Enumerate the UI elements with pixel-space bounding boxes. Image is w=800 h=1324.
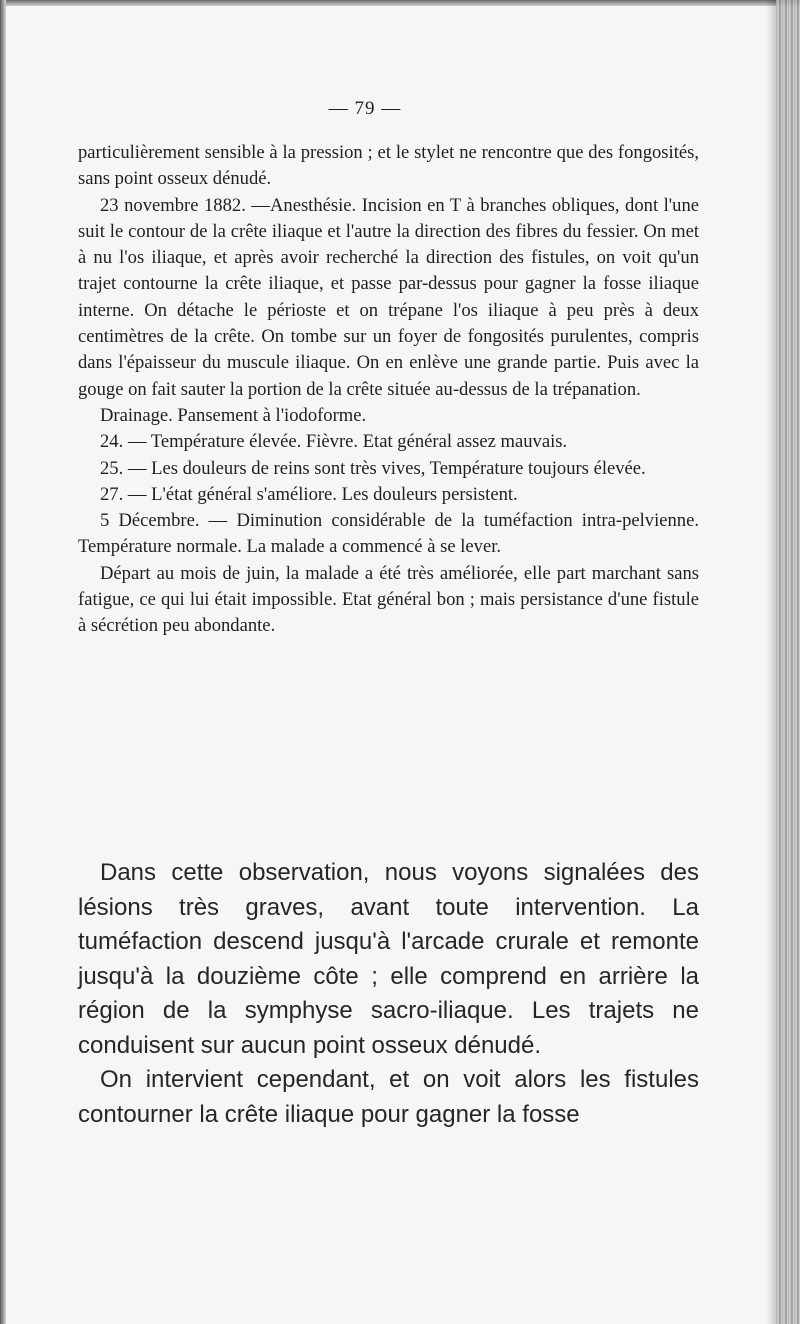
paragraph: Dans cette observation, nous voyons signalées des lésions très graves, avant toute intervention. La tuméfaction descend jusqu'à l'arcade crurale et remonte jusqu'à la douzième côte ; elle comprend en arrière la région de la symphyse sacro-iliaque. Les trajets ne conduisent sur aucun point osseux dénudé. — [78, 859, 699, 1059]
paragraph: 23 novembre 1882. —Anesthésie. Incision en T à branches obliques, dont l'une suit le contour de la crête iliaque et l'autre la direction des fibres du fessier. On met à nu l'os iliaque, et après avoir recherché la direction des fistules, on voit qu'un trajet contourne la crête iliaque, et passe par-dessus pour gagner la fosse iliaque interne. On détache le périoste et on trépane l'os iliaque à peu près à deux centimètres de la crête. On tombe sur un foyer de fongosités purulentes, compris dans l'épaisseur du muscule iliaque. On en enlève une grande partie. Puis avec la gouge on fait sauter la portion de la crête située au-dessus de la trépanation. — [78, 194, 699, 400]
paragraph: particulièrement sensible à la pression ; et le stylet ne rencontre que des fongosités, sans point osseux dénudé. — [78, 142, 699, 190]
page-top-edge — [0, 0, 800, 6]
paragraph: 27. — L'état général s'améliore. Les douleurs persistent. — [100, 483, 518, 505]
paragraph: Départ au mois de juin, la malade a été très améliorée, elle part marchant sans fatigue, ce qui lui était impossible. Etat général bon ; mais persistance d'une fistule à sécrétion peu abondante. — [78, 562, 699, 637]
commentary — [78, 856, 699, 1132]
observation-notes — [78, 140, 699, 640]
paragraph: On intervient cependant, et on voit alors les fistules contourner la crête iliaque pour gagner la fosse — [78, 1066, 699, 1128]
book-binding — [776, 0, 800, 1324]
page-number: — 79 — — [328, 98, 402, 119]
paragraph: 24. — Température élevée. Fièvre. Etat général assez mauvais. — [100, 431, 568, 453]
paragraph: 5 Décembre. — Diminution considérable de la tuméfaction intra-pelvienne. Température normale. La malade a commencé à se lever. — [78, 510, 699, 558]
paragraph: 25. — Les douleurs de reins sont très vives, Température toujours élevée. — [100, 457, 646, 479]
page-left-edge — [0, 0, 6, 1324]
paragraph: Drainage. Pansement à l'iodoforme. — [100, 404, 367, 426]
binding-shadow — [766, 0, 776, 1324]
